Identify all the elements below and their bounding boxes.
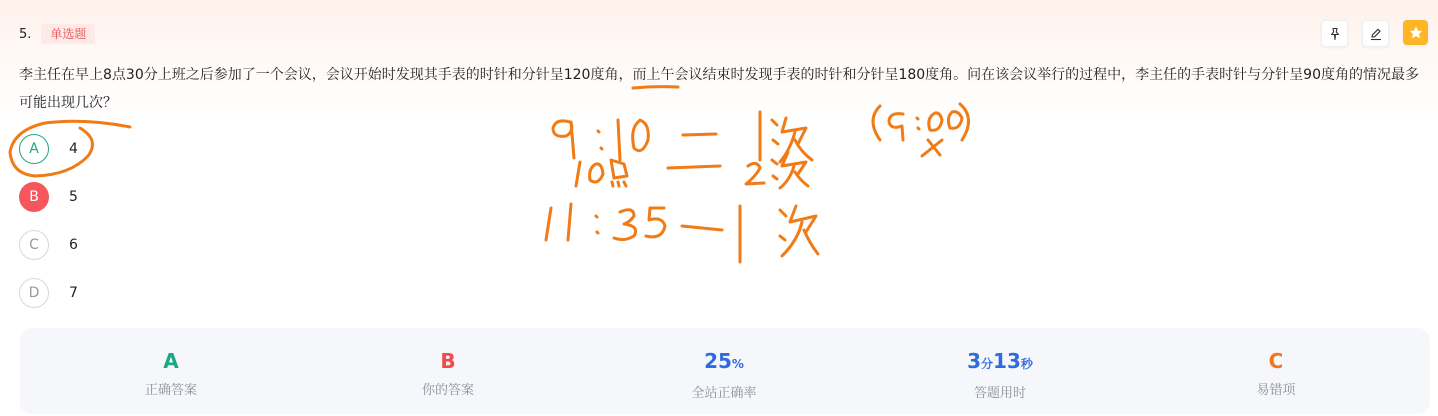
- option-value: 6: [69, 237, 78, 253]
- option-d[interactable]: [19, 277, 78, 309]
- your-answer-label: 你的答案: [421, 383, 474, 398]
- accuracy-unit: %: [731, 357, 744, 371]
- accuracy-number: 25: [704, 349, 732, 373]
- stat-accuracy: [624, 348, 824, 401]
- option-value: 4: [69, 141, 78, 157]
- pin-button[interactable]: [1321, 20, 1348, 47]
- star-icon: [1408, 25, 1424, 41]
- pin-icon: [1328, 27, 1342, 41]
- answer-options: [19, 133, 78, 325]
- stat-your-answer: [348, 348, 548, 398]
- option-letter: B: [19, 182, 49, 212]
- time-used-label: 答题用时: [973, 386, 1026, 401]
- question-toolbar: [1321, 20, 1428, 47]
- question-stem: 李主任在早上8点30分上班之后参加了一个会议，会议开始时发现其手表的时针和分针呈120度角，而上午会议结束时发现手表的时针和分针呈180度角。问在该会议举行的过程中，李主任的手表时针与分针呈90度角的情况最多可能出现几次？: [19, 67, 1419, 111]
- option-letter: A: [19, 134, 49, 164]
- your-answer-value: B: [440, 349, 456, 373]
- question-header: [19, 24, 95, 44]
- accuracy-label: 全站正确率: [691, 386, 757, 401]
- option-letter: D: [19, 278, 49, 308]
- correct-answer-value: A: [163, 349, 179, 373]
- correct-answer-label: 正确答案: [144, 383, 197, 398]
- question-number: 5.: [19, 26, 32, 42]
- option-b[interactable]: [19, 181, 78, 213]
- option-letter: C: [19, 230, 49, 260]
- favorite-button[interactable]: [1403, 20, 1428, 45]
- stat-common-wrong: [1176, 348, 1376, 398]
- time-seconds-unit: 秒: [1020, 357, 1033, 371]
- stat-time-used: [900, 348, 1100, 401]
- option-value: 7: [69, 285, 78, 301]
- time-used-value: [900, 348, 1100, 377]
- option-c[interactable]: [19, 229, 78, 261]
- option-value: 5: [69, 189, 78, 205]
- common-wrong-label: 易错项: [1256, 383, 1296, 398]
- answer-statistics-panel: [20, 328, 1430, 414]
- time-seconds: 13: [993, 349, 1021, 373]
- edit-icon: [1369, 27, 1383, 41]
- edit-note-button[interactable]: [1362, 20, 1389, 47]
- question-type-badge: 单选题: [41, 24, 95, 44]
- time-minutes-unit: 分: [981, 357, 994, 371]
- option-a[interactable]: [19, 133, 78, 165]
- stat-correct-answer: [71, 348, 271, 398]
- common-wrong-value: C: [1268, 349, 1284, 373]
- accuracy-value: [624, 348, 824, 377]
- time-minutes: 3: [967, 349, 982, 373]
